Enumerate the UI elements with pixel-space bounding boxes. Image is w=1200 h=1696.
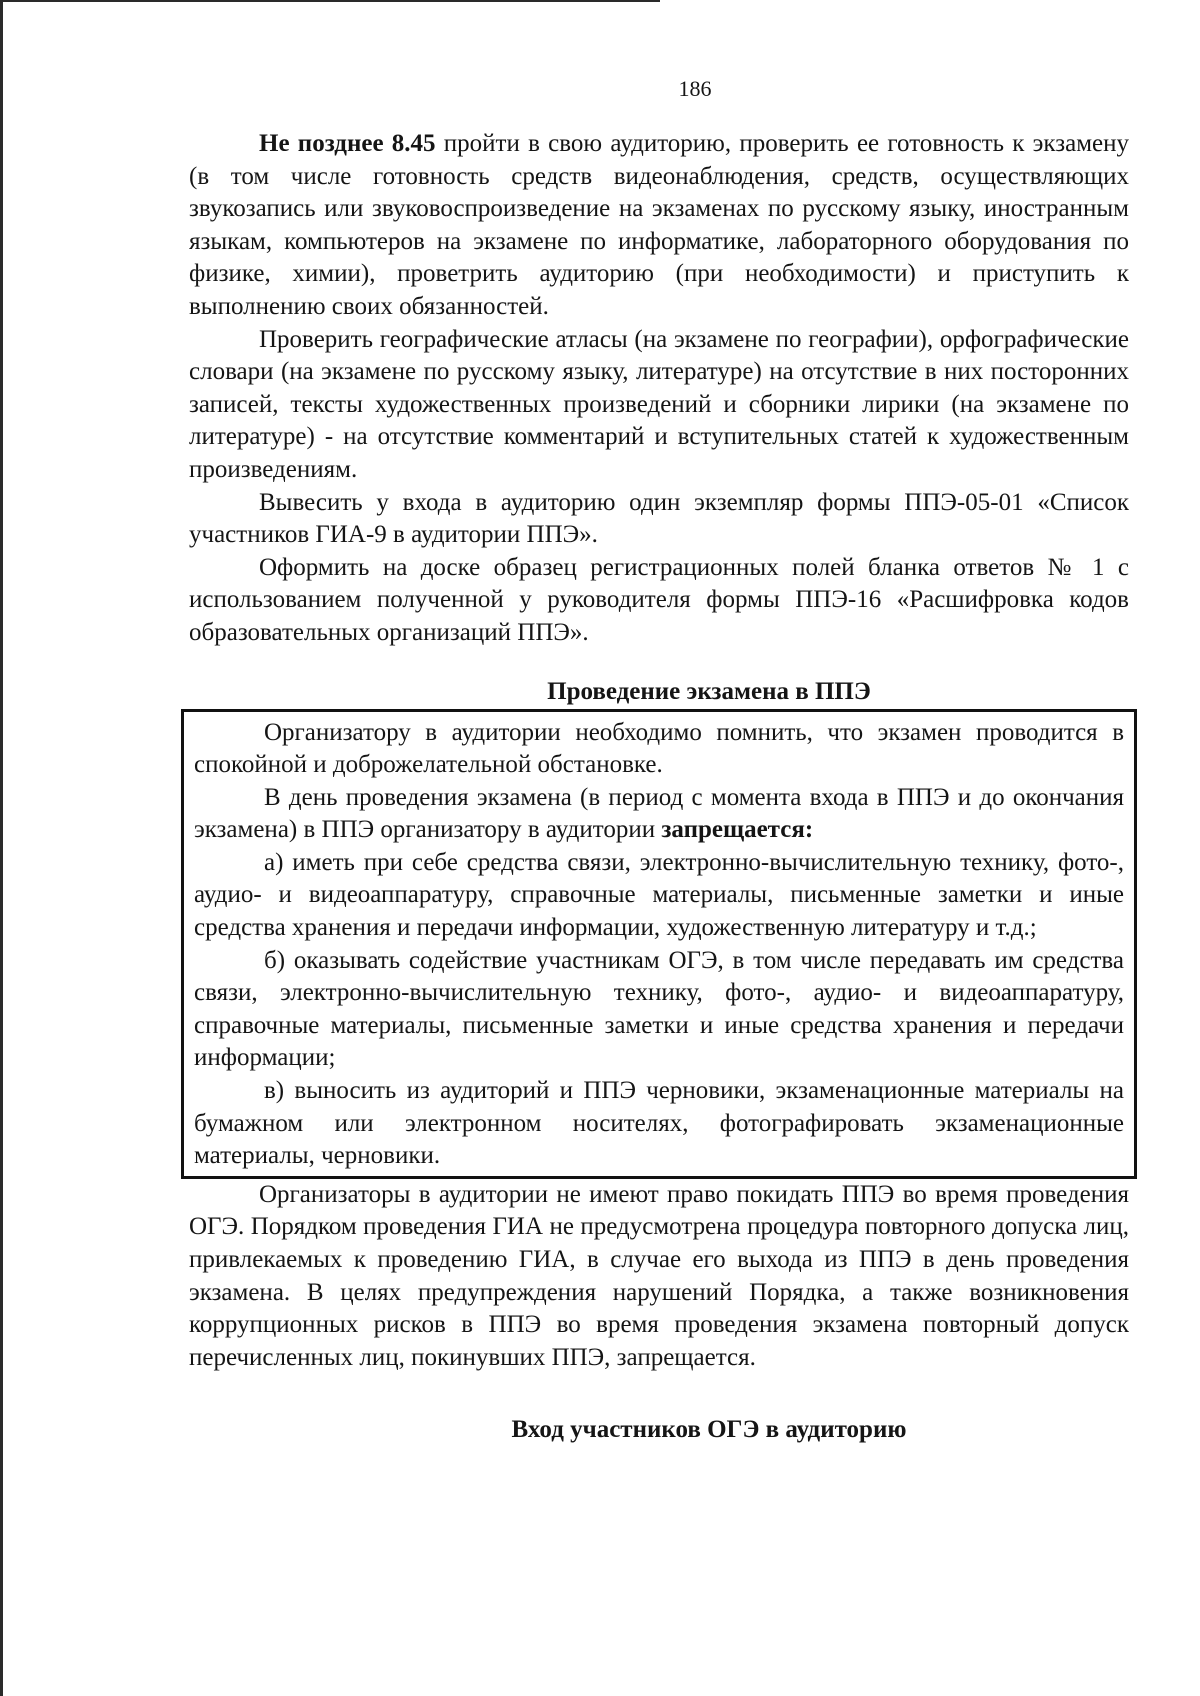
document-body	[189, 128, 1129, 1446]
page-number: 186	[678, 76, 712, 101]
prohibitions-box	[181, 709, 1137, 1179]
paragraph-arrival	[189, 128, 1129, 324]
prohibited-word: запрещается:	[661, 816, 814, 844]
box-item-c: в) выносить из аудиторий и ППЭ черновики, экзаменационные материалы на бумажном или электронном носителях, фотографировать экзаменационные материалы, черновики.	[194, 1077, 1124, 1170]
scan-edge-top	[0, 0, 660, 2]
section-title-participants-entry: Вход участников ОГЭ в аудиторию	[511, 1416, 907, 1444]
scan-edge-left	[0, 0, 3, 1696]
arrival-text: пройти в свою аудиторию, проверить ее готовность к экзамену (в том числе готовность средств видеонаблюдения, средств, осуществляющих звукозапись или звуковоспроизведение на экзаменах по русскому языку, иностранным языкам, компьютеров на экзамене по информатике, лабораторного оборудования по физике, химии), проветрить аудиторию (при необходимости) и приступить к выполнению своих обязанностей.	[189, 130, 1129, 320]
paragraph-board-sample: Оформить на доске образец регистрационных полей бланка ответов № 1 с использованием полученной у руководителя формы ППЭ-16 «Расшифровка кодов образовательных организаций ППЭ».	[189, 553, 1129, 646]
box-paragraph-prohibited	[194, 782, 1124, 847]
box-paragraph-calm: Организатору в аудитории необходимо помнить, что экзамен проводится в спокойной и доброжелательной обстановке.	[194, 718, 1124, 779]
box-item-a: а) иметь при себе средства связи, электронно-вычислительную технику, фото-, аудио- и видеоаппаратуру, справочные материалы, письменные заметки и иные средства хранения и передачи информации, художественную литературу и т.д.;	[194, 848, 1124, 942]
paragraph-hang-list: Вывесить у входа в аудиторию один экземпляр формы ППЭ-05-01 «Список участников ГИА-9 в аудитории ППЭ».	[189, 488, 1129, 549]
paragraph-leaving: Организаторы в аудитории не имеют право покидать ППЭ во время проведения ОГЭ. Порядком проведения ГИА не предусмотрена процедура повторного допуска лиц, привлекаемых к проведению ГИА, в случае его выхода из ППЭ в день проведения экзамена. В целях предупреждения нарушений Порядка, а также возникновения коррупционных рисков в ППЭ во время проведения экзамена повторный допуск перечисленных лиц, покинувших ППЭ, запрещается.	[189, 1180, 1129, 1371]
prohibited-text: В день проведения экзамена (в период с момента входа в ППЭ и до окончания экзамена) в ППЭ организатору в аудитории	[194, 783, 1124, 844]
arrival-time-lead: Не позднее 8.45	[259, 130, 436, 157]
box-item-b: б) оказывать содействие участникам ОГЭ, в том числе передавать им средства связи, электронно-вычислительную технику, фото-, аудио- и видеоаппаратуру, справочные материалы, письменные заметки и иные средства хранения и передачи информации;	[194, 946, 1124, 1072]
paragraph-check-atlases: Проверить географические атласы (на экзамене по географии), орфографические словари (на экзамене по русскому языку, литературе) на отсутствие в них посторонних записей, тексты художественных произведений и сборники лирики (на экзамене по литературе) - на отсутствие комментарий и вступительных статей к художественным произведениям.	[189, 325, 1129, 483]
section-title-exam-conduct: Проведение экзамена в ППЭ	[547, 677, 871, 705]
